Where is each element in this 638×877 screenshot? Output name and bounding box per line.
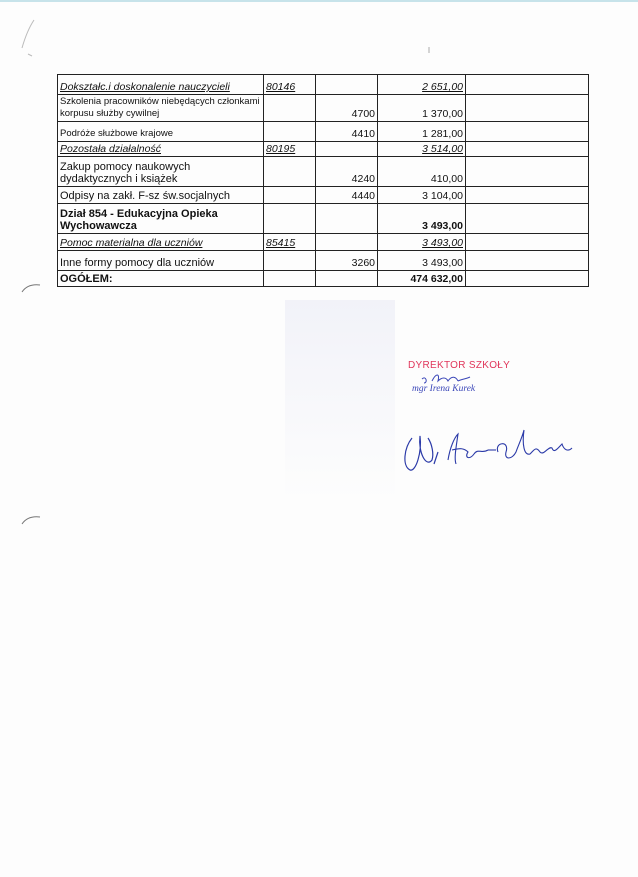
table-row (58, 251, 589, 271)
row-amount-cell: 3 493,00 (378, 234, 466, 251)
row-paragraph-code-cell: 4240 (316, 157, 378, 187)
scan-mark-small (426, 46, 432, 54)
row-amount-cell: 3 514,00 (378, 142, 466, 157)
row-name-cell: Odpisy na zakł. F-sz św.socjalnych (58, 187, 264, 204)
table-row (58, 204, 589, 234)
row-paragraph-code-cell (316, 142, 378, 157)
row-paragraph-code-cell: 3260 (316, 251, 378, 271)
table-row (58, 95, 589, 122)
scan-mark-top-left (18, 18, 40, 58)
row-paragraph-code-cell: 4440 (316, 187, 378, 204)
row-amount-cell: 410,00 (378, 157, 466, 187)
row-empty-cell (466, 157, 589, 187)
row-name-cell: Dokształc.i doskonalenie nauczycieli (58, 75, 264, 95)
row-paragraph-code-cell (316, 271, 378, 287)
row-empty-cell (466, 187, 589, 204)
row-section-code-cell (264, 122, 316, 142)
row-amount-cell: 1 281,00 (378, 122, 466, 142)
row-amount-cell: 2 651,00 (378, 75, 466, 95)
stamp-signature (418, 369, 478, 387)
budget-table (57, 74, 589, 287)
row-empty-cell (466, 204, 589, 234)
table-row (58, 234, 589, 251)
hole-punch-mark-lower (20, 514, 42, 526)
row-empty-cell (466, 234, 589, 251)
budget-table-body (58, 75, 589, 287)
row-name-cell: Podróże służbowe krajowe (58, 122, 264, 142)
table-row (58, 142, 589, 157)
row-name-cell: Zakup pomocy naukowych dydaktycznych i książek (58, 157, 264, 187)
row-amount-cell: 3 493,00 (378, 204, 466, 234)
row-empty-cell (466, 75, 589, 95)
row-paragraph-code-cell: 4700 (316, 95, 378, 122)
row-name-cell: Dział 854 - Edukacyjna Opieka Wychowawcza (58, 204, 264, 234)
table-row (58, 75, 589, 95)
row-section-code-cell (264, 95, 316, 122)
row-empty-cell (466, 95, 589, 122)
row-section-code-cell (264, 271, 316, 287)
row-paragraph-code-cell: 4410 (316, 122, 378, 142)
stamp-name: mgr Irena Kurek (412, 384, 476, 394)
row-section-code-cell: 80146 (264, 75, 316, 95)
row-name-cell: Inne formy pomocy dla uczniów (58, 251, 264, 271)
stamp-title: DYREKTOR SZKOŁY (408, 360, 511, 371)
row-paragraph-code-cell (316, 204, 378, 234)
table-row (58, 122, 589, 142)
row-empty-cell (466, 251, 589, 271)
row-section-code-cell: 80195 (264, 142, 316, 157)
row-section-code-cell (264, 157, 316, 187)
table-row (58, 271, 589, 287)
row-paragraph-code-cell (316, 234, 378, 251)
row-empty-cell (466, 271, 589, 287)
row-empty-cell (466, 122, 589, 142)
row-name-cell: Pozostała działalność (58, 142, 264, 157)
row-section-code-cell (264, 204, 316, 234)
row-amount-cell: 1 370,00 (378, 95, 466, 122)
row-section-code-cell (264, 251, 316, 271)
hole-punch-mark-upper (20, 282, 42, 294)
scan-top-edge (0, 0, 638, 2)
row-amount-cell: 3 493,00 (378, 251, 466, 271)
handwritten-signature (398, 408, 578, 478)
row-amount-cell: 3 104,00 (378, 187, 466, 204)
table-row (58, 187, 589, 204)
row-empty-cell (466, 142, 589, 157)
row-name-cell: OGÓŁEM: (58, 271, 264, 287)
row-name-cell: Szkolenia pracowników niebędących członkami korpusu służby cywilnej (58, 95, 264, 122)
row-amount-cell: 474 632,00 (378, 271, 466, 287)
row-section-code-cell: 85415 (264, 234, 316, 251)
scan-shadow (285, 300, 395, 500)
row-paragraph-code-cell (316, 75, 378, 95)
table-row (58, 157, 589, 187)
row-section-code-cell (264, 187, 316, 204)
row-name-cell: Pomoc materialna dla uczniów (58, 234, 264, 251)
